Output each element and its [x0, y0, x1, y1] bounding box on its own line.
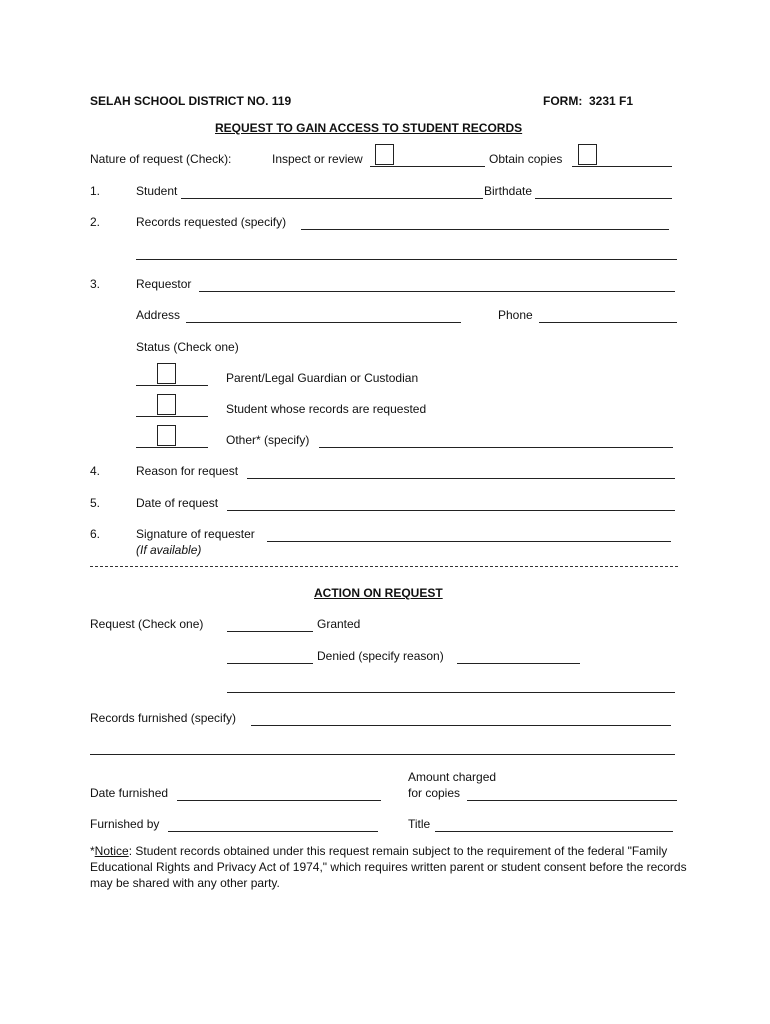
- address-field[interactable]: [186, 322, 461, 323]
- phone-label: Phone: [498, 308, 533, 322]
- title-label: Title: [408, 817, 431, 831]
- address-label: Address: [136, 308, 181, 322]
- requestor-label: Requestor: [136, 277, 192, 291]
- amount-charged-field[interactable]: [467, 800, 677, 801]
- records-furnished-field[interactable]: [251, 725, 671, 726]
- denied-field[interactable]: [227, 663, 313, 664]
- records-requested-label: Records requested (specify): [136, 215, 287, 229]
- signature-field[interactable]: [267, 541, 671, 542]
- inspect-line: [370, 166, 485, 167]
- status-student-label: Student whose records are requested: [226, 402, 427, 416]
- records-requested-field[interactable]: [301, 229, 669, 230]
- granted-field[interactable]: [227, 631, 313, 632]
- notice-label: Notice: [94, 844, 129, 858]
- request-check-label: Request (Check one): [90, 617, 204, 631]
- status-student-line: [136, 416, 208, 417]
- status-label: Status (Check one): [136, 340, 239, 354]
- date-furnished-field[interactable]: [177, 800, 381, 801]
- denied-label: Denied (specify reason): [317, 649, 444, 663]
- requestor-field[interactable]: [199, 291, 675, 292]
- records-furnished-label: Records furnished (specify): [90, 711, 237, 725]
- granted-label: Granted: [317, 617, 361, 631]
- item-number-5: 5.: [90, 496, 101, 510]
- inspect-checkbox[interactable]: [375, 144, 394, 165]
- status-student-checkbox[interactable]: [157, 394, 176, 415]
- birthdate-field[interactable]: [535, 198, 672, 199]
- status-parent-label: Parent/Legal Guardian or Custodian: [226, 371, 419, 385]
- furnished-by-field[interactable]: [168, 831, 378, 832]
- for-copies-label: for copies: [408, 786, 461, 800]
- reason-field[interactable]: [247, 478, 675, 479]
- form-label: FORM:: [543, 94, 583, 108]
- date-field[interactable]: [227, 510, 675, 511]
- obtain-label: Obtain copies: [489, 152, 563, 166]
- amount-charged-label: Amount charged: [408, 770, 497, 784]
- item-number-2: 2.: [90, 215, 101, 229]
- status-parent-line: [136, 385, 208, 386]
- form-code: 3231 F1: [589, 94, 634, 108]
- section-divider: [90, 566, 678, 567]
- form-number: [543, 94, 633, 108]
- phone-field[interactable]: [539, 322, 677, 323]
- status-parent-checkbox[interactable]: [157, 363, 176, 384]
- status-other-checkbox[interactable]: [157, 425, 176, 446]
- notice-asterisk: *: [90, 844, 95, 858]
- status-other-line: [136, 447, 208, 448]
- title-field[interactable]: [435, 831, 673, 832]
- records-furnished-field-2[interactable]: [90, 754, 675, 755]
- form-title: REQUEST TO GAIN ACCESS TO STUDENT RECORDS: [215, 121, 523, 135]
- date-furnished-label: Date furnished: [90, 786, 169, 800]
- obtain-checkbox[interactable]: [578, 144, 597, 165]
- item-number-3: 3.: [90, 277, 101, 291]
- item-number-6: 6.: [90, 527, 101, 541]
- birthdate-label: Birthdate: [484, 184, 533, 198]
- date-label: Date of request: [136, 496, 219, 510]
- student-field[interactable]: [181, 198, 483, 199]
- nature-label: Nature of request (Check):: [90, 152, 232, 166]
- records-requested-field-2[interactable]: [136, 259, 677, 260]
- item-number-4: 4.: [90, 464, 101, 478]
- student-label: Student: [136, 184, 178, 198]
- obtain-line: [572, 166, 672, 167]
- district-name: SELAH SCHOOL DISTRICT NO. 119: [90, 94, 292, 108]
- denied-reason-field-2[interactable]: [227, 692, 675, 693]
- status-other-label: Other* (specify): [226, 433, 310, 447]
- status-other-field[interactable]: [319, 447, 673, 448]
- item-number-1: 1.: [90, 184, 101, 198]
- denied-reason-field[interactable]: [457, 663, 580, 664]
- furnished-by-label: Furnished by: [90, 817, 160, 831]
- action-title: ACTION ON REQUEST: [314, 586, 443, 600]
- notice-paragraph: [90, 843, 688, 891]
- reason-label: Reason for request: [136, 464, 239, 478]
- signature-label: Signature of requester: [136, 527, 255, 541]
- inspect-label: Inspect or review: [272, 152, 363, 166]
- notice-text: : Student records obtained under this request remain subject to the requirement of the federal "Family Educational Rights and Privacy Act of 1974," which requires written parent or student consent before the records may be shared with any other party.: [90, 844, 687, 890]
- if-available-note: (If available): [136, 543, 202, 557]
